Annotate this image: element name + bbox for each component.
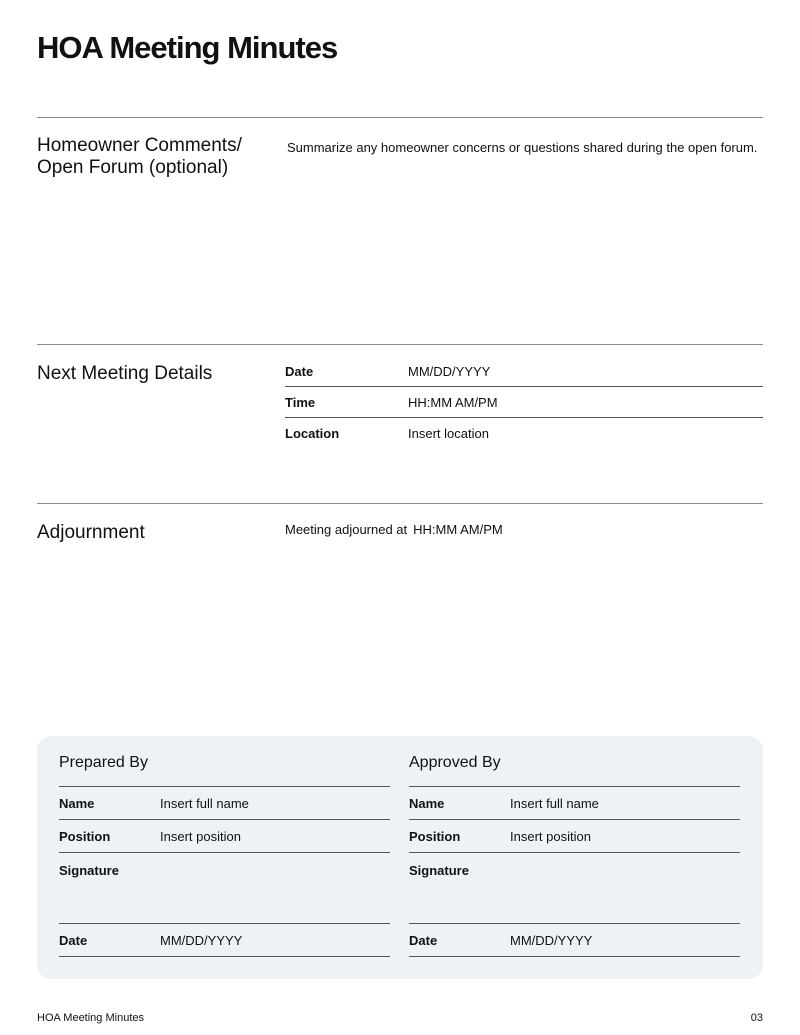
- adjournment-heading: Adjournment: [37, 522, 145, 543]
- field-label: Name: [409, 795, 445, 811]
- field-label: Date: [409, 932, 438, 948]
- field-label: Position: [59, 828, 111, 844]
- comments-heading: Homeowner Comments/ Open Forum (optional): [37, 135, 242, 178]
- prepared-by-title: Prepared By: [59, 753, 390, 787]
- footer-document-name: HOA Meeting Minutes: [37, 1012, 144, 1024]
- next-meeting-location-row: [285, 418, 763, 449]
- approved-date-field[interactable]: MM/DD/YYYY: [510, 932, 593, 948]
- signoff-card: [37, 736, 763, 979]
- prepared-by-block: [59, 753, 390, 957]
- footer-page-number: 03: [750, 1012, 763, 1024]
- field-label: Signature: [59, 863, 119, 878]
- approved-name-row: [409, 787, 740, 820]
- approved-by-block: [409, 753, 740, 957]
- field-label: Location: [285, 426, 340, 441]
- prepared-name-field[interactable]: Insert full name: [160, 795, 249, 811]
- adjournment-line: [285, 522, 503, 538]
- adjournment-label: Meeting adjourned at: [285, 522, 408, 537]
- approved-position-field[interactable]: Insert position: [510, 828, 591, 844]
- prepared-position-row: [59, 820, 390, 853]
- field-label: Date: [59, 932, 88, 948]
- next-meeting-heading: Next Meeting Details: [37, 363, 213, 384]
- section-divider: [37, 117, 763, 118]
- field-label: Time: [285, 394, 316, 410]
- field-label: Position: [409, 828, 461, 844]
- comments-text[interactable]: Summarize any homeowner concerns or questions shared during the open forum.: [287, 140, 758, 155]
- approved-date-row: [409, 924, 740, 957]
- field-label: Date: [285, 363, 314, 379]
- prepared-date-row: [59, 924, 390, 957]
- section-divider: [37, 503, 763, 504]
- adjournment-time-field[interactable]: HH:MM AM/PM: [413, 522, 503, 537]
- prepared-name-row: [59, 787, 390, 820]
- field-label: Signature: [409, 863, 469, 878]
- prepared-signature-field[interactable]: [59, 853, 390, 924]
- field-label: Name: [59, 795, 95, 811]
- approved-position-row: [409, 820, 740, 853]
- approved-by-title: Approved By: [409, 753, 740, 787]
- next-meeting-time-row: [285, 387, 763, 418]
- next-meeting-table: [285, 356, 763, 449]
- section-divider: [37, 344, 763, 345]
- next-meeting-time-field[interactable]: HH:MM AM/PM: [408, 394, 498, 410]
- next-meeting-location-field[interactable]: Insert location: [408, 426, 489, 441]
- next-meeting-date-field[interactable]: MM/DD/YYYY: [408, 363, 491, 379]
- approved-name-field[interactable]: Insert full name: [510, 795, 599, 811]
- page-title: HOA Meeting Minutes: [37, 30, 338, 65]
- prepared-position-field[interactable]: Insert position: [160, 828, 241, 844]
- approved-signature-field[interactable]: [409, 853, 740, 924]
- next-meeting-date-row: [285, 356, 763, 387]
- prepared-date-field[interactable]: MM/DD/YYYY: [160, 932, 243, 948]
